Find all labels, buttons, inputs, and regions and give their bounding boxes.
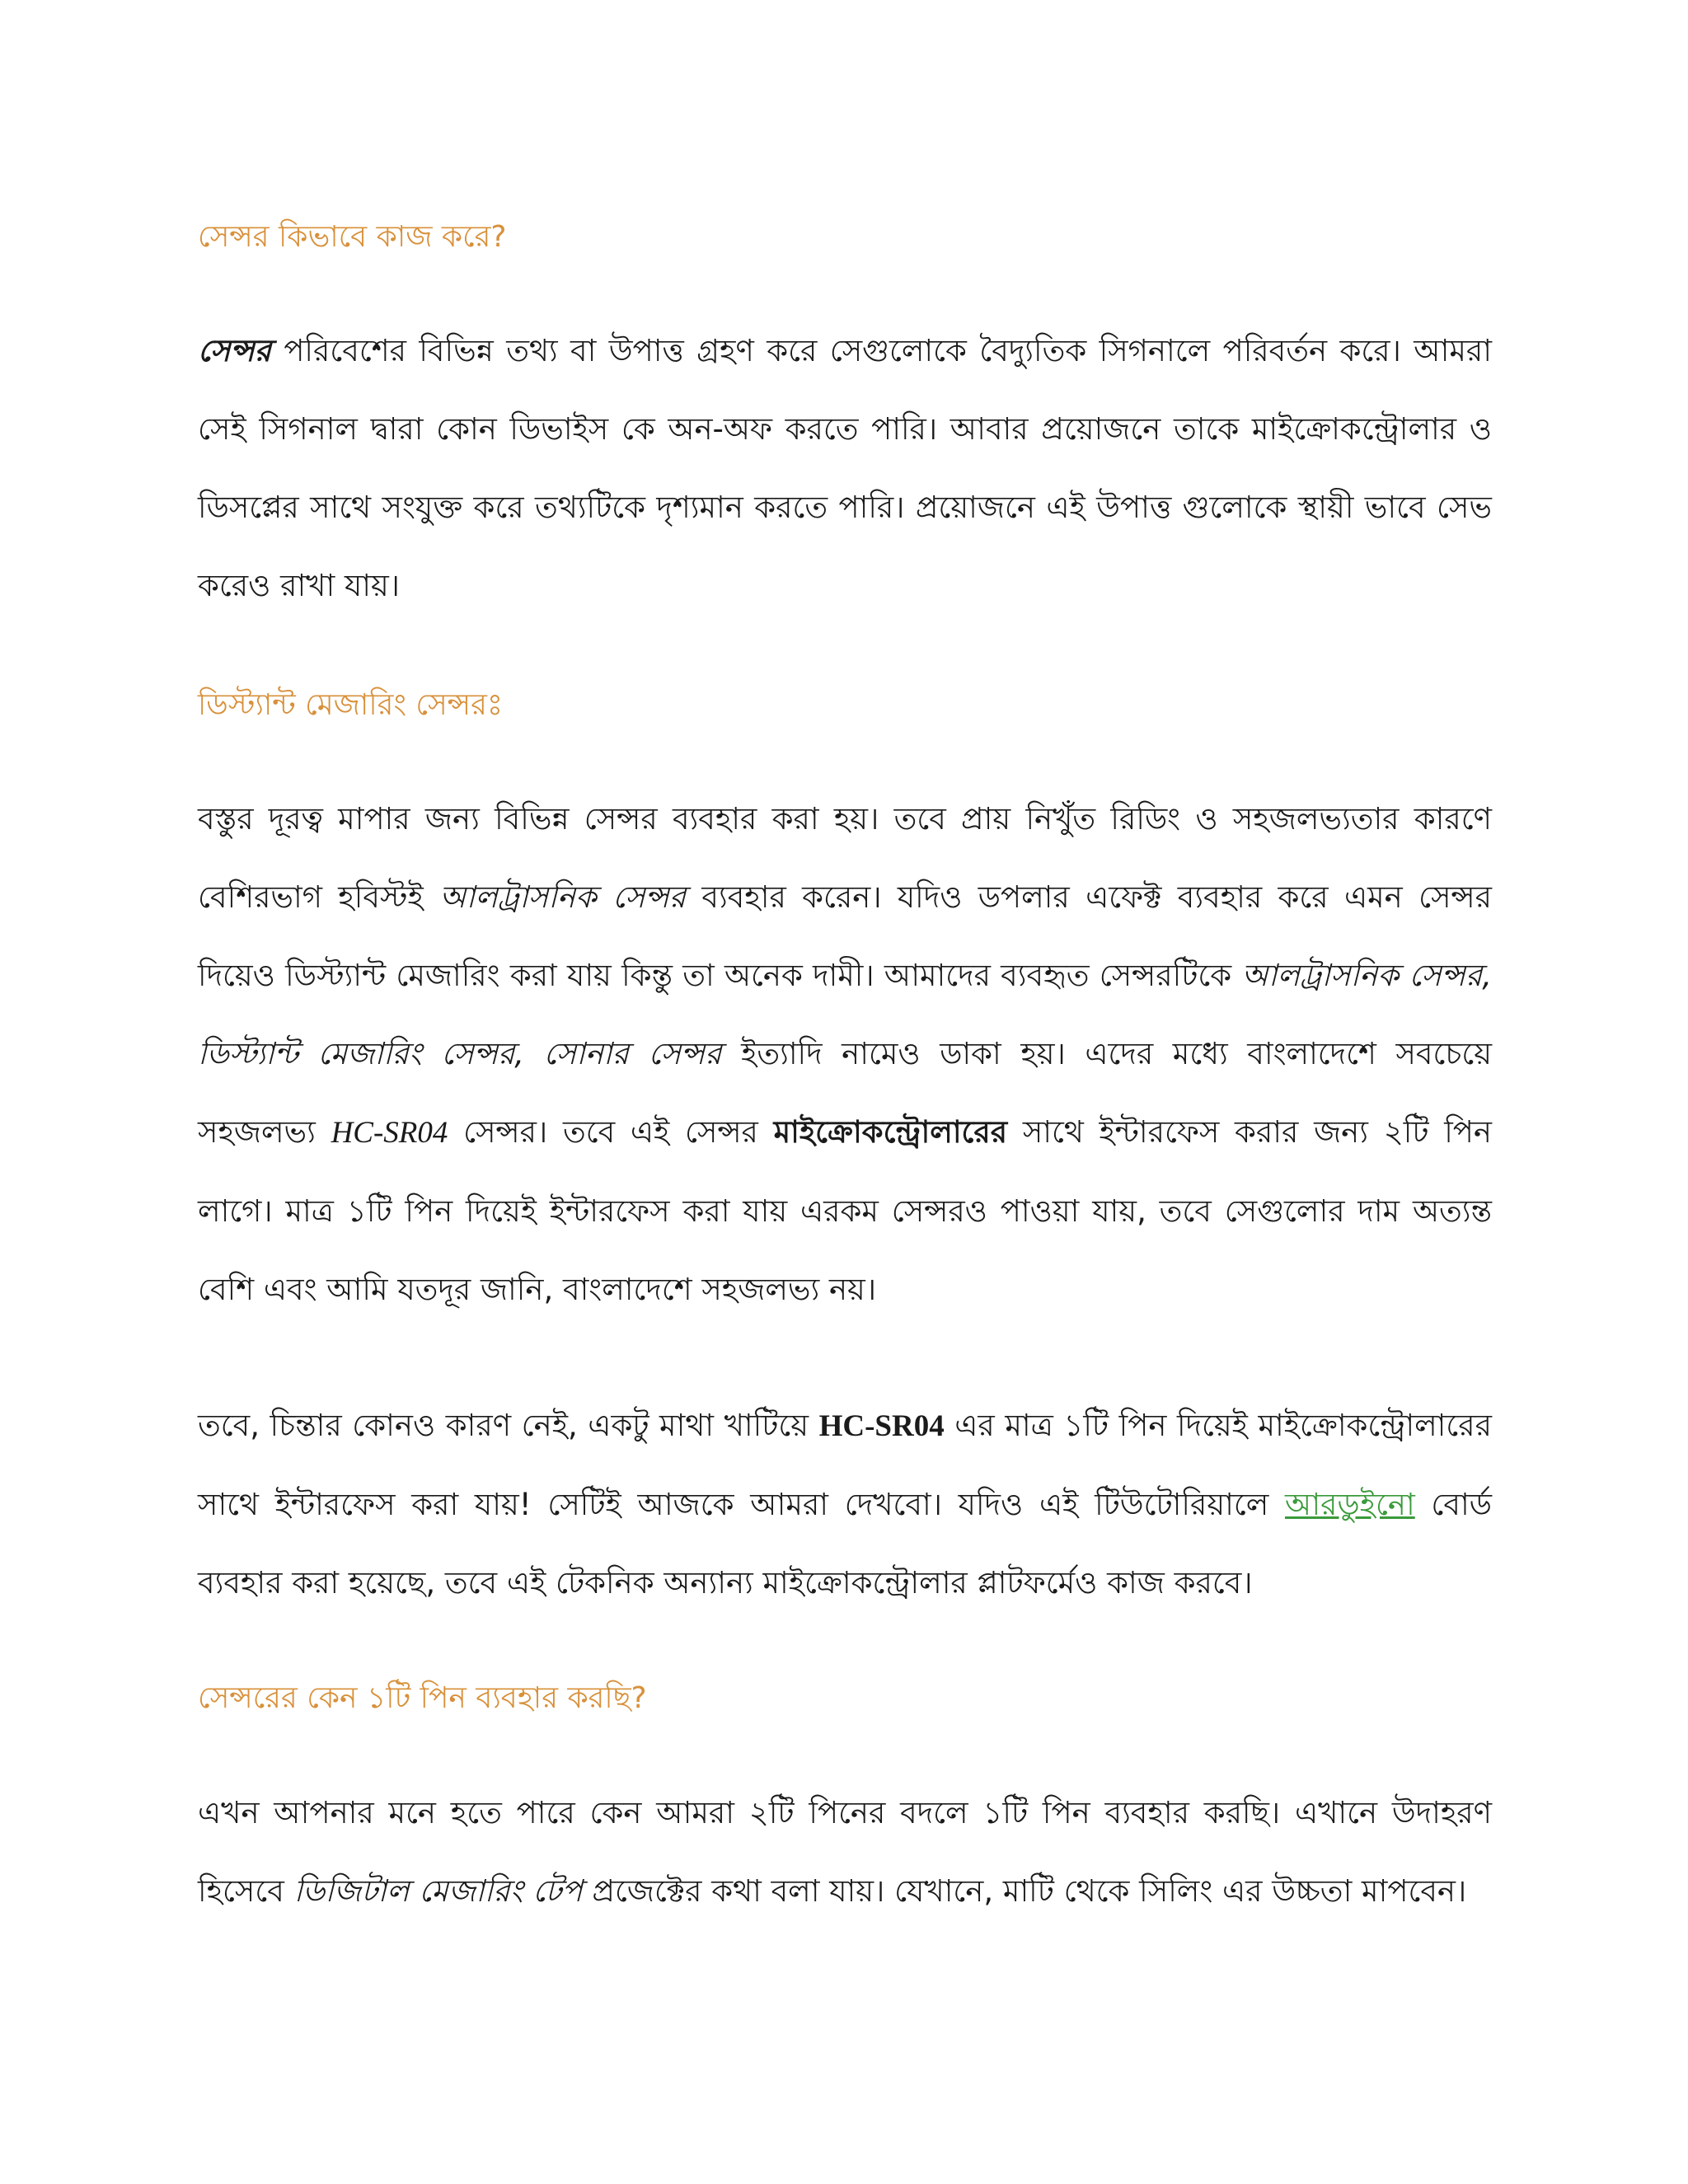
term-model-name: HC-SR04 [331,1116,448,1150]
paragraph-distance-sensors [198,780,1492,1329]
term-ultrasonic-sensor: আলট্রাসনিক সেন্সর [439,879,687,915]
paragraph-text: বস্তুর দূরত্ব মাপার জন্য বিভিন্ন সেন্সর ব্যবহার করা হয়। তবে প্রায় নিখুঁত রিডিং ও সহজলভ্যতার কারণে বেশিরভাগ হবিস্টই [198,801,1492,915]
paragraph-text: এর মাত্র ১টি পিন দিয়েই মাইক্রোকন্ট্রোলারের সাথে ইন্টারফেস করা যায়! সেটিই আজকে আমরা দেখবো। যদিও এই টিউটোরিয়ালে [198,1408,1492,1522]
paragraph-text: পরিবেশের বিভিন্ন তথ্য বা উপাত্ত গ্রহণ করে সেগুলোকে বৈদ্যুতিক সিগনালে পরিবর্তন করে। আমরা সেই সিগনাল দ্বারা কোন ডিভাইস কে অন-অফ করতে পারি। আবার প্রয়োজনে তাকে মাইক্রোকন্ট্রোলার ও ডিসপ্লের সাথে সংযুক্ত করে তথ্যটিকে দৃশ্যমান করতে পারি। প্রয়োজনে এই উপাত্ত গুলোকে স্থায়ী ভাবে সেভ করেও রাখা যায়। [198,333,1492,603]
section-heading-why-one-pin: সেন্সরের কেন ১টি পিন ব্যবহার করছি? [198,1681,647,1715]
term-microcontroller: মাইক্রোকন্ট্রোলারের [773,1114,1008,1150]
term-sensor-names: আলট্রাসনিক সেন্সর, ডিস্ট্যান্ট মেজারিং সেন্সর, সোনার সেন্সর [198,958,1493,1071]
paragraph-text: প্রজেক্টের কথা বলা যায়। যেখানে, মাটি থেকে সিলিং এর উচ্চতা মাপবেন। [582,1873,1467,1909]
arduino-link[interactable]: আরডুইনো [1285,1487,1415,1522]
paragraph-text: এখন আপনার মনে হতে পারে কেন আমরা ২টি পিনের বদলে ১টি পিন ব্যবহার করছি। এখানে উদাহরণ হিসেবে [198,1795,1492,1909]
paragraph-sensor-intro [198,312,1492,625]
section-heading-how-sensor-works: সেন্সর কিভাবে কাজ করে? [198,220,507,254]
term-sensor: সেন্সর [198,333,271,368]
term-digital-measuring-tape: ডিজিটাল মেজারিং টেপ [293,1873,583,1909]
paragraph-text: ইত্যাদি নামেও ডাকা হয়। এদের মধ্যে বাংলাদেশে সবচেয়ে সহজলভ্য [198,1036,1492,1150]
paragraph-single-pin [198,1386,1492,1622]
term-model-name: HC-SR04 [818,1409,945,1443]
paragraph-text: সেন্সর। তবে এই সেন্সর [448,1114,774,1150]
paragraph-text: সাথে ইন্টারফেস করার জন্য ২টি পিন লাগে। মাত্র ১টি পিন দিয়েই ইন্টারফেস করা যায় এরকম সেন্সরও পাওয়া যায়, তবে সেগুলোর দাম অত্যন্ত বেশি এবং আমি যতদূর জানি, বাংলাদেশে সহজলভ্য নয়। [198,1114,1492,1307]
paragraph-text: তবে, চিন্তার কোনও কারণ নেই, একটু মাথা খাটিয়ে [198,1408,819,1443]
section-heading-distance-measuring-sensor: ডিস্ট্যান্ট মেজারিং সেন্সরঃ [198,688,504,722]
paragraph-text: বোর্ড ব্যবহার করা হয়েছে, তবে এই টেকনিক অন্যান্য মাইক্রোকন্ট্রোলার প্লাটফর্মেও কাজ করবে। [198,1487,1492,1601]
paragraph-text: ব্যবহার করেন। যদিও ডপলার এফেক্ট ব্যবহার করে এমন সেন্সর দিয়েও ডিস্ট্যান্ট মেজারিং করা যায় কিন্তু তা অনেক দামী। আমাদের ব্যবহৃত সেন্সরটিকে [198,879,1492,993]
paragraph-why-one-pin [198,1774,1492,1930]
